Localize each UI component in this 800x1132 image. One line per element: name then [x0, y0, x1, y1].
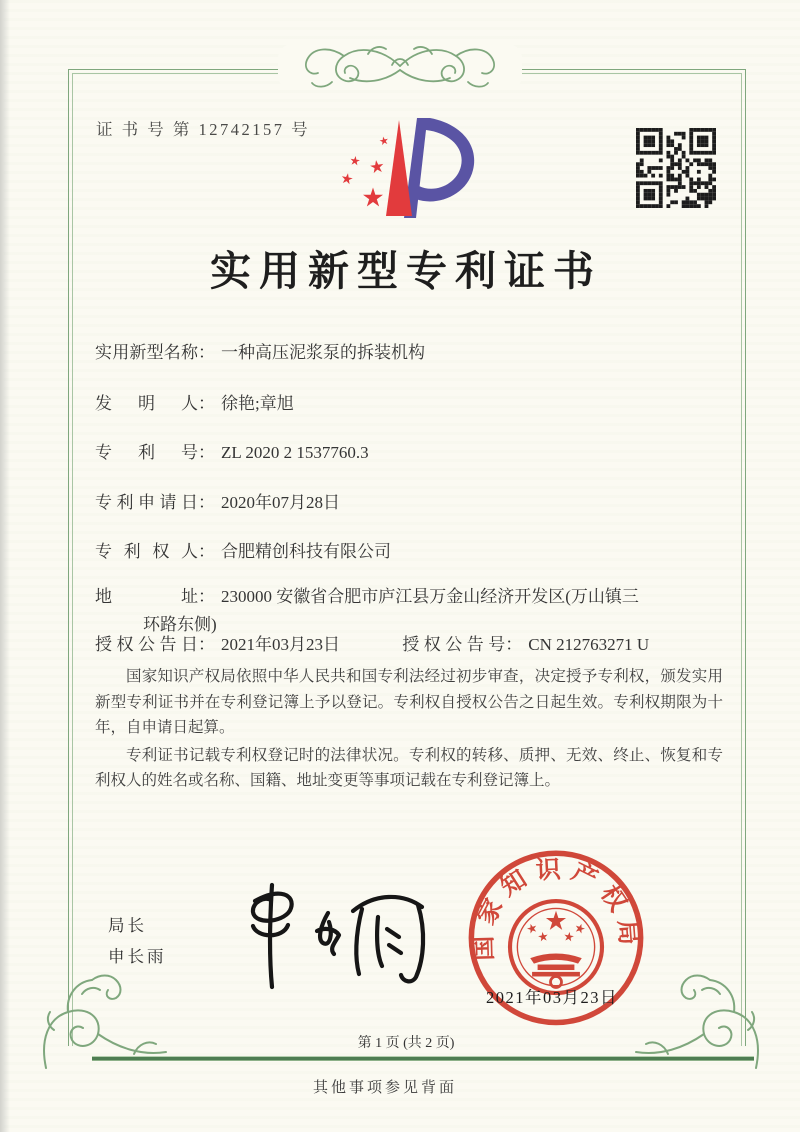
- certificate-title: 实用新型专利证书: [210, 248, 602, 294]
- legal-paragraph-2: 专利证书记载专利权登记时的法律状况。专利权的转移、质押、无效、终止、恢复和专利权人的姓名或名称、国籍、地址变更等事项记载在专利登记簿上。: [95, 746, 723, 789]
- page-number: 第 1 页 (共 2 页): [357, 1036, 455, 1051]
- handwritten-signature-icon: [225, 880, 435, 992]
- field-grant-number: 授权公告号： CN 212763271 U: [402, 635, 650, 654]
- field-grant-date: 授权公告日： 2021年03月23日: [95, 635, 340, 654]
- field-value: 一种高压泥浆泵的拆装机构: [221, 343, 425, 362]
- legal-paragraph-1: 国家知识产权局依照中华人民共和国专利法经过初步审查，决定授予专利权，颁发实用新型专利证书并在专利登记簿上予以登记。专利权自授权公告之日起生效。专利权期限为十年，自申请日起算。: [95, 668, 723, 736]
- field-label: 专利权人: [95, 542, 198, 561]
- back-side-note: 其他事项参见背面: [312, 1080, 457, 1096]
- field-grant-row: [95, 630, 649, 655]
- certificate-number: 证 书 号 第 12742157 号: [96, 120, 311, 139]
- field-label: 专利号: [95, 443, 198, 462]
- field-value: ZL 2020 2 1537760.3: [221, 443, 369, 462]
- field-patent-number: 专利号： ZL 2020 2 1537760.3: [95, 438, 369, 463]
- field-label: 实用新型名称: [95, 343, 198, 362]
- cnipa-logo-icon: [328, 110, 480, 236]
- field-filing-date: 专利申请日： 2020年07月28日: [95, 488, 340, 513]
- seal-date: 2021年03月23日: [486, 988, 618, 1007]
- commissioner-name: 申长雨: [108, 947, 167, 966]
- field-utility-model-name: 实用新型名称： 一种高压泥浆泵的拆装机构: [95, 338, 425, 363]
- field-inventor: 发明人： 徐艳;章旭: [95, 389, 294, 414]
- seal-text: 国家知识产权局: [470, 856, 643, 961]
- qr-code: [636, 128, 716, 208]
- field-label: 地址: [95, 587, 198, 606]
- top-flourish-ornament-icon: [272, 36, 528, 96]
- field-value: 合肥精创科技有限公司: [221, 542, 391, 561]
- commissioner-title: 局长: [108, 916, 147, 935]
- field-value: 徐艳;章旭: [221, 394, 294, 413]
- field-value: 2020年07月28日: [221, 493, 340, 512]
- field-label: 专利申请日: [95, 493, 198, 512]
- field-label: 发明人: [95, 394, 198, 413]
- field-value: 230000 安徽省合肥市庐江县万金山经济开发区(万山镇三: [221, 587, 639, 606]
- field-patentee: 专利权人： 合肥精创科技有限公司: [95, 537, 391, 562]
- scan-edge-shadow: [0, 0, 10, 1132]
- bottom-border-line: [92, 1056, 754, 1061]
- field-address: 地址： 230000 安徽省合肥市庐江县万金山经济开发区(万山镇三: [95, 582, 639, 607]
- field-address-continued: 环路东侧): [143, 615, 217, 634]
- legal-body-text: [95, 664, 723, 796]
